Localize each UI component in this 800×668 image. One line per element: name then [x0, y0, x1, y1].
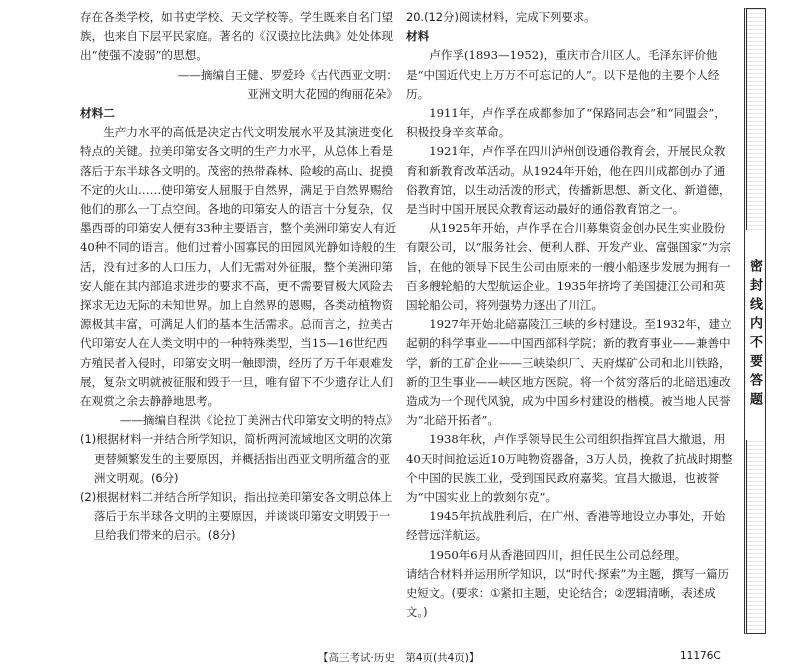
source-one-line2: 亚洲文明大花园的绚丽花朵》: [247, 86, 398, 101]
event-1911: 1911年，卢作孚在成都参加了“保路同志会”和“同盟会”，积极投身辛亥革命。: [406, 106, 726, 140]
left-column: [80, 8, 398, 546]
material-two-text: 生产力水平的高低是决定古代文明发展水平及其演进变化特点的关键。拉美印第安各文明的生产力水平，从总体上看是落后于东半球各文明的。茂密的热带森林、险峻的高山、捉摸不定的火山……使印第安人屈服于自然界，满足于自然界赐给他们的那么一丁点空间。各地的印第安人的语言十分复杂，仅墨西哥的印第安人便有33种主要语言，整个美洲印第安人有近40种不同的语言。他们过着小国寡民的田园风光静如诗般的生活，没有过多的人口压力，人们无需对外征服，整个美洲印第安人能在其内部追求进步的要求不高，更不需要冒极大风险去探求无边无际的未知世界。加上自然界的恩赐，各类动植物资源极其丰富，可满足人们的基本生活需求。总而言之，拉美古代印第安人在人类文明中的一种特殊类型，当15—16世纪西方殖民者入侵时，印第安文明一触即溃，经历了万千年艰难发展，复杂文明就被征服和毁于一旦，唯有留下不少遗存让人们在观赏之余去静静地思考。: [80, 125, 397, 409]
material-heading: 材料: [406, 29, 430, 44]
source-two: ——摘编自程洪《论拉丁美洲古代印第安文明的特点》: [119, 413, 398, 428]
seal-line-text: 密封线内不要答题: [746, 230, 764, 440]
source-one-line1: ——摘编自王健、罗爱玲《古代西亚文明：: [177, 67, 398, 82]
material-two-heading: 材料二: [80, 106, 115, 121]
right-column: [406, 8, 734, 623]
writing-task: 请结合材料并运用所学知识，以“时代·探索”为主题，撰写一篇历史短文。(要求：①紧扣主题，史论结合；②逻辑清晰，表述成文。): [406, 566, 729, 620]
event-1945: 1945年抗战胜利后，在广州、香港等地设立办事处，开始经营远洋航运。: [406, 509, 726, 543]
event-1921: 1921年，卢作孚在四川泸州创设通俗教育会，开展民众教育和新教育改革活动。从1924年开始，他在四川成都创办了通俗教育馆，以生动活泼的形式，传播新思想、新文化、新道德，是当时中国开展民众教育运动最好的通俗教育馆之一。: [406, 144, 731, 217]
footer-code: 11176C: [680, 650, 721, 662]
intro-paragraph: 卢作孚(1893—1952)，重庆市合川区人。毛泽东评价他是“中国近代史上万万不可忘记的人”。以下是他的主要个人经历。: [406, 48, 720, 101]
event-1950: 1950年6月从香港回四川，担任民生公司总经理。: [429, 547, 687, 562]
event-1927: 1927年开始北碚嘉陵江三峡的乡村建设。至1932年，建立起朝的科学事业——中国西部科学院；新的教育事业——兼善中学，新的工矿企业——三峡染织厂、天府煤矿公司和北川铁路，新的卫生事业——峡区地方医院。将一个贫穷落后的北碚迅速改造成为一个现代风貌，成为中国乡村建设的楷模。被当地人民誉为“北碚开拓者”。: [406, 317, 732, 428]
footer-page-info: 【高三考试·历史 第4页(共4页)】: [318, 652, 480, 664]
question-2: (2)根据材料二并结合所学知识，指出拉美印第安各文明总体上落后于东半球各文明的主要原因，并谈谈印第安文明毁于一旦给我们带来的启示。(8分): [80, 490, 393, 543]
material-one-end: 存在各类学校，如书吏学校、天文学校等。学生既来自名门望族，也来自下层平民家庭。著名的《汉谟拉比法典》处处体现出“使强不凌弱”的思想。: [80, 10, 394, 63]
event-1938: 1938年秋，卢作孚领导民生公司组织指挥宜昌大撤退，用40天时间抢运近10万吨物资器备，3万人员，挽救了抗战时期整个中国的民族工业，受到国民政府嘉奖。宜昌大撤退，也被誉为“中国实业上的敦刻尔克”。: [406, 432, 733, 505]
question-20-heading: 20.(12分)阅读材料，完成下列要求。: [406, 10, 596, 24]
event-1925: 从1925年开始，卢作孚在合川募集资金创办民生实业股份有限公司，以“服务社会、便利人群、开发产业、富强国家”为宗旨，在他的领导下民生公司由原来的一艘小船逐步发展为拥有一百多艘轮船的大型航运企业。1935年挤垮了美国捷江公司和英国轮船公司，将列强势力逐出了川江。: [406, 221, 731, 313]
question-1: (1)根据材料一并结合所学知识，简析两河流域地区文明的次第更替频繁发生的主要原因，并概括指出西亚文明所蕴含的亚洲文明观。(6分): [80, 432, 393, 485]
